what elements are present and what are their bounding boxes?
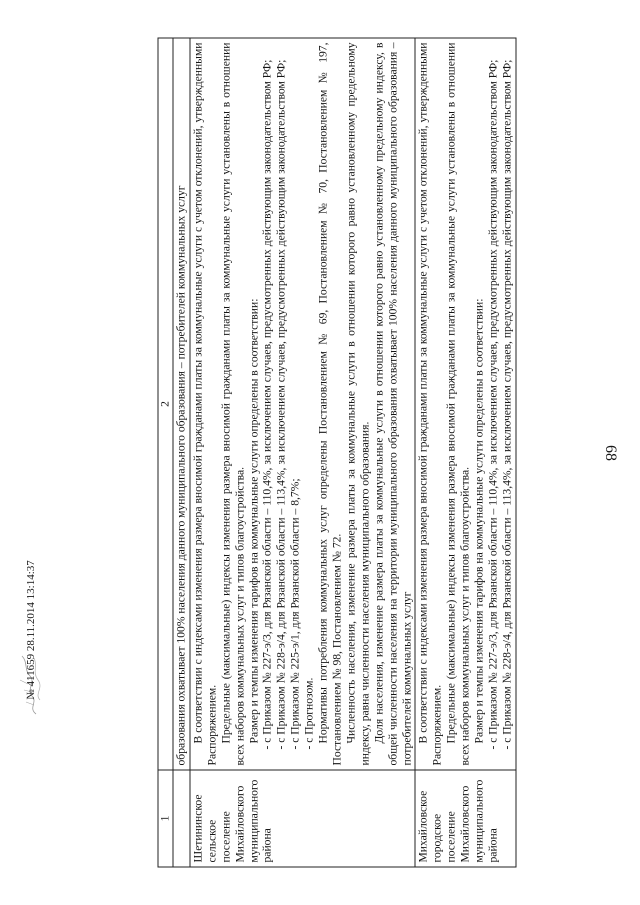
description-cell <box>415 38 515 770</box>
paragraph: - с Приказом № 227-э/3, для Рязанской области – 110,4%, за исключением случаев, предусмотренных действующим законодательством РФ; <box>486 59 500 749</box>
description-cell <box>173 38 190 770</box>
paragraph: Нормативы потребления коммунальных услуг определены Постановлением № 69, Постановлением № 70, Постановлением № 197, Постановлением № 98, Постановлением № 72. <box>316 42 344 765</box>
paragraph: Предельные (максимальные) индексы изменения размера вносимой гражданами платы за коммунальные услуги установлены в отношении всех наборов коммунальных услуг и типов благоустройства. <box>219 42 247 765</box>
paragraph: Размер и темпы изменения тарифов на коммунальные услуги определены в соответствии: <box>247 298 261 743</box>
paragraph: В соответствии с индексами изменения размера вносимой гражданами платы за коммунальные услуги с учетом отклонений, утвержденными Распоряжением. <box>416 42 444 765</box>
paragraph: - с Приказом № 228-э/4, для Рязанской области – 113,4%, за исключением случаев, предусмотренных действующим законодательством РФ; <box>500 59 514 749</box>
paragraph: Численность населения, изменение размера платы за коммунальные услуги в отношении которого равно установленному предельному индексу, равна численности населения муниципального образования. <box>344 42 372 765</box>
paragraph: - с Приказом № 225-э/1, для Рязанской области – 8,7%; <box>288 477 302 749</box>
municipality-name-cell: Михайловское городское поселение Михайловского муниципального района <box>415 770 515 867</box>
paragraph: В соответствии с индексами изменения размера вносимой гражданами платы за коммунальные услуги с учетом отклонений, утвержденными Распоряжением. <box>191 42 219 765</box>
paragraph: - с Приказом № 228-э/4, для Рязанской области – 113,4%, за исключением случаев, предусмотренных действующим законодательством РФ; <box>274 59 288 749</box>
paragraph: Доля населения, изменение размера платы за коммунальные услуги в отношении которого равно установленному предельному индексу, в общей численности населения на территории муниципального образования охватывает 100% населения данного муниципального образования – потребителей коммунальных услуг <box>372 42 413 765</box>
paragraph: - с Прогнозом. <box>302 677 316 749</box>
table-row <box>173 38 190 867</box>
paragraph: - с Приказом № 227-э/3, для Рязанской области – 110,4%, за исключением случаев, предусмотренных действующим законодательством РФ; <box>260 59 274 749</box>
municipality-name-cell <box>173 770 190 867</box>
document-footer <box>16 0 46 905</box>
paragraph: Предельные (максимальные) индексы изменения размера вносимой гражданами платы за коммунальные услуги установлены в отношении всех наборов коммунальных услуг и типов благоустройства. <box>444 42 472 765</box>
document-table <box>158 37 517 867</box>
table-row <box>415 38 515 867</box>
table-header-row <box>158 38 173 867</box>
description-cell <box>190 38 416 770</box>
header-col-1: 1 <box>158 770 173 867</box>
paragraph: Размер и темпы изменения тарифов на коммунальные услуги определены в соответствии: <box>472 298 486 743</box>
document-registration-number: № 411659 28.11.2014 13:14:37 <box>25 560 37 700</box>
table-row <box>190 38 416 867</box>
municipality-name-cell: Шетининское сельское поселение Михайловского муниципального района <box>190 770 416 867</box>
header-col-2: 2 <box>158 38 173 770</box>
rotated-table-container <box>158 37 514 867</box>
paragraph: образования охватывает 100% населения данного муниципального образования – потребителей коммунальных услуг <box>174 185 188 765</box>
page-number: 68 <box>602 444 619 461</box>
